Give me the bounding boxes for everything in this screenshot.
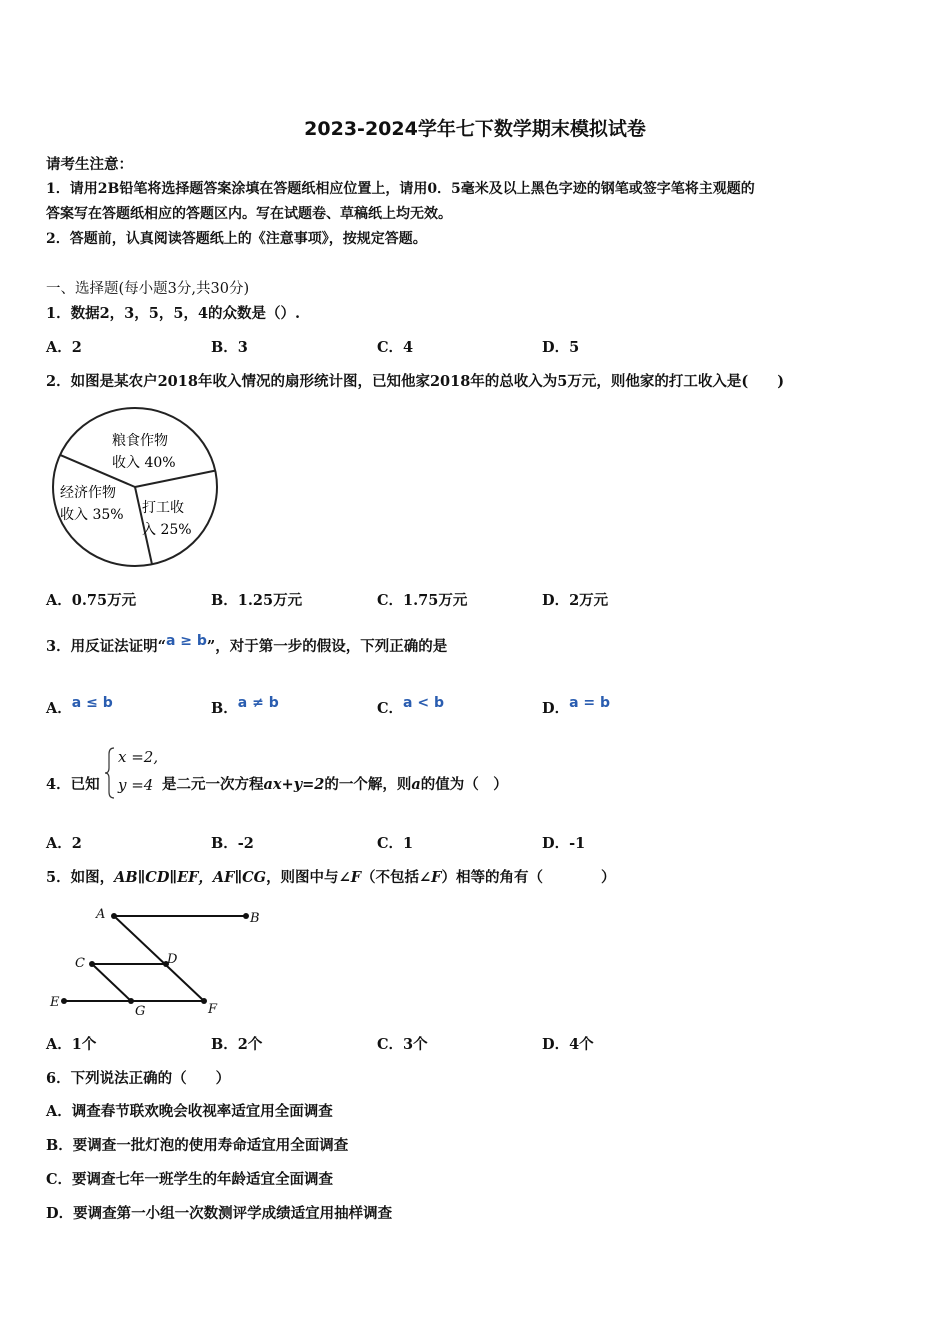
q4-equation: ax+y=2 xyxy=(263,776,325,793)
pie-label-grain-2: 收入 40% xyxy=(112,455,176,471)
q5-option-d[interactable]: D．4个 xyxy=(542,1036,594,1053)
page-title: 2023-2024学年七下数学期末模拟试卷 xyxy=(304,118,646,140)
label-c: C xyxy=(75,956,85,971)
label-g: G xyxy=(135,1004,146,1019)
line-cg xyxy=(92,964,131,1001)
q4-option-b[interactable]: B．-2 xyxy=(211,835,254,852)
q5-stem-a: 5．如图， xyxy=(46,869,115,886)
q3-option-d-math: a = b xyxy=(569,695,611,711)
q2-option-d[interactable]: D．2万元 xyxy=(542,592,609,609)
q3-option-c-letter: C． xyxy=(377,700,404,717)
pie-label-grain-1: 粮食作物 xyxy=(112,433,168,449)
q1-option-b[interactable]: B．3 xyxy=(211,339,248,356)
q5-geometry-figure xyxy=(44,900,274,1020)
q3-option-c[interactable] xyxy=(377,697,444,718)
label-b: B xyxy=(250,911,260,926)
q4-option-c[interactable]: C．1 xyxy=(377,835,414,852)
q4-stem-b: 是二元一次方程 xyxy=(162,776,264,793)
q2-option-c[interactable]: C．1.75万元 xyxy=(377,592,468,609)
q4-system-line-1: x =2, xyxy=(118,748,159,766)
section-heading: 一、选择题(每小题3分,共30分) xyxy=(46,281,250,297)
q4-var: a xyxy=(411,776,421,793)
q3-stem xyxy=(46,635,447,656)
q5-option-a[interactable]: A．1个 xyxy=(46,1036,97,1053)
q5-stem-c: （不包括 xyxy=(361,869,420,886)
q4-stem-d: 的值为（ ） xyxy=(420,776,508,793)
q3-option-b[interactable] xyxy=(211,697,279,718)
q6-option-d[interactable]: D．要调查第一小组一次数测评学成绩适宜用抽样调查 xyxy=(46,1205,393,1222)
q3-option-a-math: a ≤ b xyxy=(71,695,113,711)
q1-stem: 1．数据2，3，5，5，4的众数是（）. xyxy=(46,305,301,322)
notice-line-1a: 1．请用2B铅笔将选择题答案涂填在答题纸相应位置上，请用0．5毫米及以上黑色字迹的钢笔或签字笔将主观题的 xyxy=(46,181,755,197)
pie-label-econ-2: 收入 35% xyxy=(60,507,124,523)
q3-option-a[interactable] xyxy=(46,697,113,718)
q2-option-a[interactable]: A．0.75万元 xyxy=(46,592,137,609)
q5-option-c[interactable]: C．3个 xyxy=(377,1036,428,1053)
q5-angle-1: ∠F xyxy=(338,869,362,886)
q4-option-a[interactable]: A．2 xyxy=(46,835,82,852)
q5-stem xyxy=(46,866,615,887)
q1-option-a[interactable]: A．2 xyxy=(46,339,82,356)
q1-option-d[interactable]: D．5 xyxy=(542,339,580,356)
point-f xyxy=(201,998,207,1004)
q4-option-d[interactable]: D．-1 xyxy=(542,835,586,852)
q4-stem-c: 的一个解，则 xyxy=(324,776,412,793)
pie-label-work-1: 打工收 xyxy=(142,500,184,516)
label-d: D xyxy=(167,952,178,967)
q2-stem: 2．如图是某农户2018年收入情况的扇形统计图，已知他家2018年的总收入为5万元，则他家的打工收入是( ) xyxy=(46,373,785,390)
notice-heading: 请考生注意： xyxy=(46,156,133,173)
pie-label-work-2: 入 25% xyxy=(142,522,192,538)
label-f: F xyxy=(208,1002,218,1017)
q5-stem-math: AB∥CD∥EF，AF∥CG xyxy=(114,869,267,886)
q3-stem-a: 3．用反证法证明“ xyxy=(46,638,166,655)
q3-option-a-letter: A． xyxy=(46,700,72,717)
notice-line-1b: 答案写在答题纸相应的答题区内。写在试题卷、草稿纸上均无效。 xyxy=(46,206,452,222)
label-e: E xyxy=(50,995,60,1010)
q3-option-b-math: a ≠ b xyxy=(237,695,279,711)
q3-stem-b: ”，对于第一步的假设，下列正确的是 xyxy=(206,638,448,655)
line-af xyxy=(114,916,204,1001)
q4-system-line-2: y =4 xyxy=(118,776,154,794)
q5-option-b[interactable]: B．2个 xyxy=(211,1036,263,1053)
q1-option-c[interactable]: C．4 xyxy=(377,339,414,356)
q6-option-b[interactable]: B．要调查一批灯泡的使用寿命适宜用全面调查 xyxy=(46,1137,349,1154)
q3-option-d-letter: D． xyxy=(542,700,570,717)
label-a: A xyxy=(96,907,106,922)
point-a xyxy=(111,913,117,919)
q2-pie-chart xyxy=(50,405,222,569)
q4-stem-rest xyxy=(162,773,508,794)
q6-option-c[interactable]: C．要调查七年一班学生的年龄适宜全面调查 xyxy=(46,1171,334,1188)
point-e xyxy=(61,998,67,1004)
notice-line-2: 2．答题前，认真阅读答题纸上的《注意事项》，按规定答题。 xyxy=(46,231,427,247)
q3-option-d[interactable] xyxy=(542,697,610,718)
pie-divider-grain-work xyxy=(135,471,215,487)
point-c xyxy=(89,961,95,967)
q3-stem-math: a ≥ b xyxy=(165,633,207,649)
point-g xyxy=(128,998,134,1004)
q2-option-b[interactable]: B．1.25万元 xyxy=(211,592,303,609)
q5-angle-2: ∠F xyxy=(419,869,442,886)
q4-system-brace xyxy=(104,746,116,800)
point-b xyxy=(243,913,249,919)
q5-stem-d: ）相等的角有（ ） xyxy=(441,869,616,886)
q3-option-b-letter: B． xyxy=(211,700,238,717)
q3-option-c-math: a < b xyxy=(403,695,444,711)
q5-stem-b: ，则图中与 xyxy=(266,869,339,886)
q6-option-a[interactable]: A．调查春节联欢晚会收视率适宜用全面调查 xyxy=(46,1103,333,1120)
pie-label-econ-1: 经济作物 xyxy=(60,485,116,501)
q4-stem-a: 4．已知 xyxy=(46,776,100,793)
q6-stem: 6．下列说法正确的（ ） xyxy=(46,1070,231,1087)
